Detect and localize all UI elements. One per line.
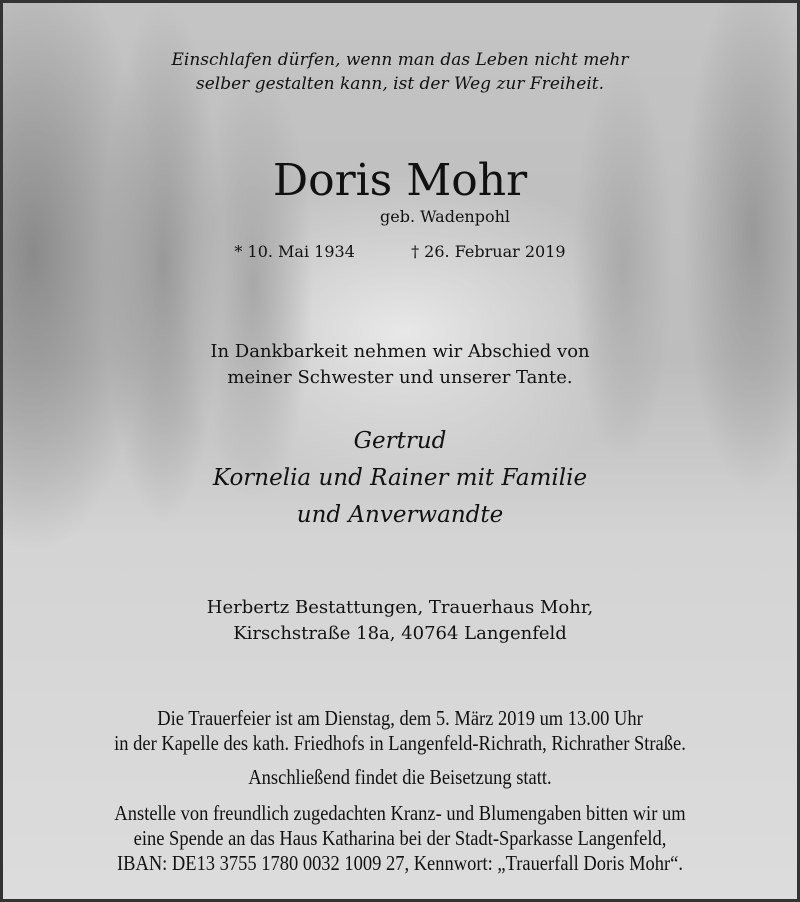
quote <box>3 48 797 96</box>
mourners <box>3 423 797 534</box>
thanks-text <box>3 339 797 391</box>
donation-info <box>51 801 750 876</box>
birth-name: geb. Wadenpohl <box>379 207 511 226</box>
mourner-line: und Anverwandte <box>296 502 504 528</box>
thanks-line: In Dankbarkeit nehmen wir Abschied von <box>210 341 590 362</box>
ceremony-info <box>51 706 750 756</box>
deceased-name: Doris Mohr <box>272 155 528 206</box>
address-line: Kirschstraße 18a, 40764 Langenfeld <box>233 623 567 644</box>
donation-line: Anstelle von freundlich zugedachten Kranz- und Blumengaben bitten wir um <box>114 801 686 825</box>
donation-line: IBAN: DE13 3755 1780 0032 1009 27, Kennwort: „Trauerfall Doris Mohr“. <box>117 851 683 875</box>
burial-info: Anschließend findet die Beisetzung statt. <box>248 765 552 789</box>
death-date: † 26. Februar 2019 <box>411 242 566 261</box>
thanks-line: meiner Schwester und unserer Tante. <box>227 367 573 388</box>
donation-line: eine Spende an das Haus Katharina bei der Stadt-Sparkasse Langenfeld, <box>133 826 667 850</box>
quote-line: Einschlafen dürfen, wenn man das Leben nicht mehr <box>171 50 629 70</box>
quote-line: selber gestalten kann, ist der Weg zur Freiheit. <box>196 74 604 94</box>
mourner-line: Kornelia und Rainer mit Familie <box>212 465 588 491</box>
life-dates <box>3 242 797 261</box>
ceremony-line: in der Kapelle des kath. Friedhofs in Langenfeld-Richrath, Richrather Straße. <box>114 731 686 755</box>
birth-date: * 10. Mai 1934 <box>234 242 355 261</box>
mourner-line: Gertrud <box>353 428 447 454</box>
ceremony-line: Die Trauerfeier ist am Dienstag, dem 5. März 2019 um 13.00 Uhr <box>157 706 643 730</box>
address-line: Herbertz Bestattungen, Trauerhaus Mohr, <box>206 597 594 618</box>
undertaker-address <box>3 595 797 647</box>
